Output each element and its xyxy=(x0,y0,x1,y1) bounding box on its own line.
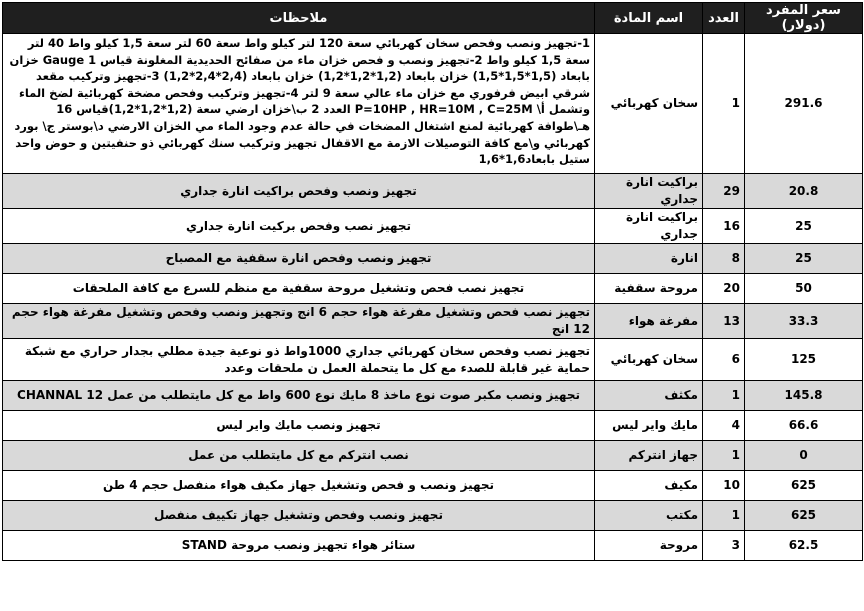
qty-cell: 1 xyxy=(703,441,745,471)
notes-cell: نصب انتركم مع كل مايتطلب من عمل xyxy=(3,441,595,471)
price-cell: 0 xyxy=(745,441,863,471)
qty-cell: 1 xyxy=(703,381,745,411)
header-name: اسم المادة xyxy=(595,3,703,34)
name-cell: براكيت انارة جداري xyxy=(595,209,703,244)
qty-cell: 20 xyxy=(703,274,745,304)
qty-cell: 1 xyxy=(703,501,745,531)
notes-cell: 1-تجهيز ونصب وفحص سخان كهربائي سعة 120 لتر كيلو واط سعة 60 لتر سعة 1,5 كيلو واط 40 لتر سعة 1,5 كيلو واط 2-تجهيز ونصب و فحص خزان ماء من صفائح الحديدية المغلونة قياس Gauge 1 خزان بابعاد (1,5*1,5*1,5) خزان بابعاد (1,2*1,2*1,2) خزان بابعاد (2,4*2,4*1,2) 3-تجهيز وتركيب مقعد شرقي ابيض فرفوري مع خزان ماء عالي سعة 9 لتر 4-تجهيز وتركيب وفحص مضخة كهربائية لضخ الماء وتشمل أ\ P=10HP , HR=10M , C=25M العدد 2 ب\خزان ارضي سعة (1,2*1,2*1,2)قياس 16 هـ\طوافة كهربائية لمنع اشتغال المضخات في حالة عدم وجود الماء مي الخزان الارضي د\بوستر ج\ بورد كهربائي و\مع كافة التوصيلات الازمة مع الاقفال تجهيز وتركيب سنك كهربائي ذو حنفيتين و حوض واحد ستيل بابعاد1,6*1,6 xyxy=(3,34,595,174)
table-row xyxy=(3,339,863,381)
table-row xyxy=(3,174,863,209)
notes-cell: تجهيز نصب وفحص بركيت انارة جداري xyxy=(3,209,595,244)
name-cell: سخان كهربائي xyxy=(595,34,703,174)
table-row xyxy=(3,274,863,304)
qty-cell: 4 xyxy=(703,411,745,441)
name-cell: مفرغة هواء xyxy=(595,304,703,339)
name-cell: سخان كهربائي xyxy=(595,339,703,381)
name-cell: مكيف xyxy=(595,471,703,501)
qty-cell: 8 xyxy=(703,244,745,274)
price-cell: 20.8 xyxy=(745,174,863,209)
notes-cell: ستائر هواء تجهيز ونصب مروحة STAND xyxy=(3,531,595,561)
header-price: سعر المفرد (دولار) xyxy=(745,3,863,34)
price-cell: 125 xyxy=(745,339,863,381)
table-row xyxy=(3,304,863,339)
price-cell: 145.8 xyxy=(745,381,863,411)
name-cell: مكثف xyxy=(595,381,703,411)
name-cell: جهاز انتركم xyxy=(595,441,703,471)
price-cell: 625 xyxy=(745,501,863,531)
table-row xyxy=(3,411,863,441)
notes-cell: تجهيز ونصب وفحص براكيت انارة جداري xyxy=(3,174,595,209)
name-cell: براكيت انارة جداري xyxy=(595,174,703,209)
table-row xyxy=(3,34,863,174)
table-row xyxy=(3,209,863,244)
qty-cell: 6 xyxy=(703,339,745,381)
price-cell: 33.3 xyxy=(745,304,863,339)
qty-cell: 13 xyxy=(703,304,745,339)
price-cell: 25 xyxy=(745,209,863,244)
price-cell: 25 xyxy=(745,244,863,274)
table-row xyxy=(3,381,863,411)
price-cell: 66.6 xyxy=(745,411,863,441)
name-cell: مايك واير ليس xyxy=(595,411,703,441)
name-cell: مروحة سقفية xyxy=(595,274,703,304)
qty-cell: 16 xyxy=(703,209,745,244)
price-cell: 62.5 xyxy=(745,531,863,561)
qty-cell: 10 xyxy=(703,471,745,501)
qty-cell: 1 xyxy=(703,34,745,174)
table-row xyxy=(3,471,863,501)
notes-cell: تجهيز ونصب مكبر صوت نوع ماخذ 8 مايك نوع 600 واط مع كل مايتطلب من عمل CHANNAL 12 xyxy=(3,381,595,411)
header-row xyxy=(3,3,863,34)
name-cell: مروحة xyxy=(595,531,703,561)
notes-cell: تجهيز نصب فحص وتشغيل مفرغة هواء حجم 6 انج وتجهيز ونصب وفحص وتشغيل مفرغة هواء حجم 12 انج xyxy=(3,304,595,339)
qty-cell: 3 xyxy=(703,531,745,561)
table-row xyxy=(3,244,863,274)
notes-cell: تجهيز نصب وفحص سخان كهربائي جداري 1000واط ذو نوعية جيدة مطلي بجدار حراري مع شبكة حماية غير قابلة للصدء مع كل ما يتحملة العمل ن ملحقات وعدد xyxy=(3,339,595,381)
bill-of-quantities-table xyxy=(2,2,863,561)
price-cell: 625 xyxy=(745,471,863,501)
notes-cell: تجهيز ونصب وفحص وتشغيل جهاز تكييف منفصل xyxy=(3,501,595,531)
notes-cell: تجهيز نصب فحص وتشغيل مروحة سقفية مع منظم للسرع مع كافة الملحقات xyxy=(3,274,595,304)
price-cell: 291.6 xyxy=(745,34,863,174)
table-row xyxy=(3,501,863,531)
header-notes: ملاحظات xyxy=(3,3,595,34)
qty-cell: 29 xyxy=(703,174,745,209)
notes-cell: تجهيز ونصب وفحص انارة سقفية مع المصباح xyxy=(3,244,595,274)
notes-cell: تجهيز ونصب و فحص وتشغيل جهاز مكيف هواء منفصل حجم 4 طن xyxy=(3,471,595,501)
name-cell: انارة xyxy=(595,244,703,274)
table-row xyxy=(3,441,863,471)
header-qty: العدد xyxy=(703,3,745,34)
price-cell: 50 xyxy=(745,274,863,304)
notes-cell: تجهيز ونصب مايك واير ليس xyxy=(3,411,595,441)
table-row xyxy=(3,531,863,561)
name-cell: مكتب xyxy=(595,501,703,531)
